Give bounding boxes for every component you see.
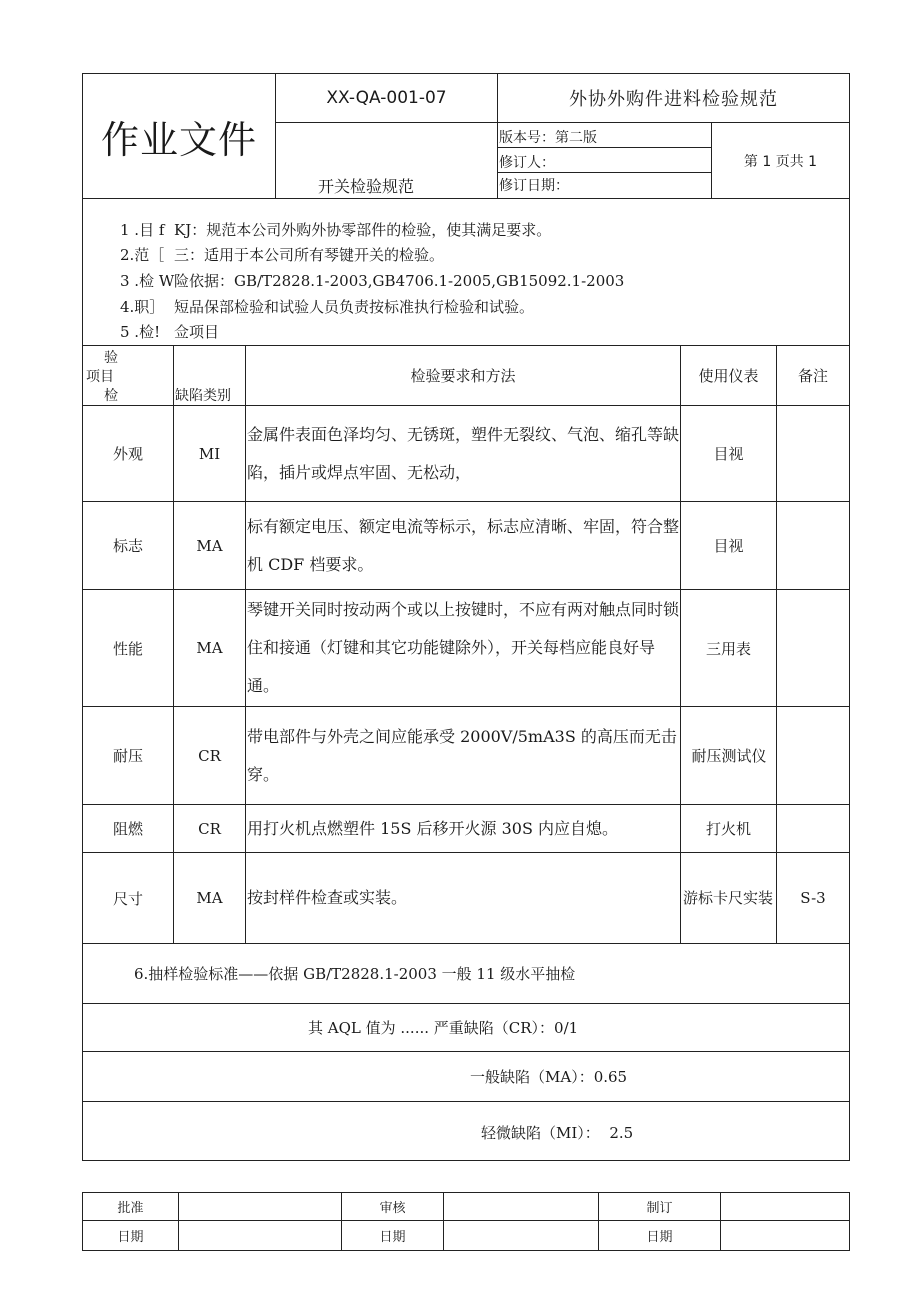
header-item-mid: 项目 <box>86 369 114 385</box>
sub-title: 开关检验规范 <box>318 177 415 196</box>
header-remark: 备注 <box>797 367 828 385</box>
review-date-label: 日期 <box>379 1230 406 1245</box>
prepare-label: 制订 <box>646 1201 673 1216</box>
header-item-bot: 检 <box>104 388 118 404</box>
aql-minor: 轻微缺陷（MI）： 2.5 <box>481 1124 634 1142</box>
approve-date-label: 日期 <box>117 1230 144 1245</box>
review-label: 审核 <box>379 1201 406 1216</box>
row-defect: CR <box>198 746 221 765</box>
row-requirement: 琴键开关同时按动两个或以上按键时，不应有两对触点同时锁住和接通（灯键和其它功能键除外），开关每档应能良好导通。 <box>247 600 680 695</box>
reviser-label: 修订人： <box>499 155 555 171</box>
header-defect: 缺陷类别 <box>175 388 231 404</box>
row-defect: MA <box>196 639 223 657</box>
row-instrument: 打火机 <box>705 820 751 838</box>
row-remark <box>777 406 849 501</box>
row-requirement: 标有额定电压、额定电流等标示，标志应清晰、牢固，符合整机 CDF 档要求。 <box>247 516 680 574</box>
main-title: 外协外购件进料检验规范 <box>569 89 778 110</box>
section-num: 1 .目 f <box>120 221 165 239</box>
aql-major: 一般缺陷（MA）：0.65 <box>470 1068 628 1086</box>
approve-label: 批准 <box>117 1201 144 1216</box>
revise-date-label: 修订日期： <box>499 178 569 194</box>
row-remark <box>777 590 849 706</box>
row-item: 标志 <box>112 537 143 555</box>
row-defect: MI <box>198 444 221 463</box>
section-num: 5 .检! <box>120 323 161 341</box>
header-instrument: 使用仪表 <box>698 367 759 385</box>
section-num: 2.范［ <box>120 246 165 264</box>
row-item: 外观 <box>112 445 143 463</box>
sampling-standard-text: 6.抽样检验标准——依据 GB/T2828.1-2003 一般 11 级水平抽检 <box>134 965 576 983</box>
row-item: 尺寸 <box>112 889 143 908</box>
row-instrument: 游标卡尺实装 <box>683 889 774 907</box>
section-num: 3 .检 W <box>120 272 175 290</box>
row-defect: CR <box>198 819 221 838</box>
prepare-date-label: 日期 <box>646 1230 673 1245</box>
row-instrument: 三用表 <box>705 639 751 658</box>
row-instrument: 目视 <box>713 445 744 463</box>
section-text: 佥项目 <box>174 323 220 341</box>
row-remark <box>777 805 849 852</box>
section-text: 短品保部检验和试验人员负责按标准执行检验和试验。 <box>174 298 535 316</box>
row-remark <box>777 502 849 589</box>
section-num: 4.职］ <box>120 298 165 316</box>
version-label: 版本号：第二版 <box>499 130 597 146</box>
row-defect: MA <box>196 889 223 907</box>
row-remark <box>777 707 849 804</box>
row-instrument: 目视 <box>713 537 744 555</box>
row-requirement: 带电部件与外壳之间应能承受 2000V/5mA3S 的高压而无击穿。 <box>247 726 677 784</box>
doc-type-title: 作业文件 <box>100 117 257 162</box>
row-instrument: 耐压测试仪 <box>691 746 767 765</box>
row-item: 阻燃 <box>112 820 143 838</box>
header-item-top: 验 <box>104 350 118 366</box>
row-requirement: 按封样件检查或实装。 <box>247 888 408 907</box>
row-remark: S-3 <box>800 889 826 907</box>
section-text: 险依据：GB/T2828.1-2003,GB4706.1-2005,GB15092.1-2003 <box>174 272 625 290</box>
doc-code: XX-QA-001-07 <box>326 88 447 108</box>
row-defect: MA <box>196 536 223 555</box>
header-requirement: 检验要求和方法 <box>410 367 516 385</box>
row-item: 性能 <box>112 639 143 658</box>
row-requirement: 金属件表面色泽均匀、无锈斑，塑件无裂纹、气泡、缩孔等缺陷，插片或焊点牢固、无松动， <box>247 424 680 482</box>
section-text: KJ：规范本公司外购外协零部件的检验，使其满足要求。 <box>174 221 552 239</box>
row-requirement: 用打火机点燃塑件 15S 后移开火源 30S 内应自熄。 <box>247 818 618 838</box>
page-info: 第 1 页共 1 <box>743 153 818 170</box>
row-item: 耐压 <box>112 747 143 765</box>
section-text: 三：适用于本公司所有琴键开关的检验。 <box>174 246 445 264</box>
aql-critical: 其 AQL 值为 ...... 严重缺陷（CR）：0/1 <box>308 1019 579 1037</box>
